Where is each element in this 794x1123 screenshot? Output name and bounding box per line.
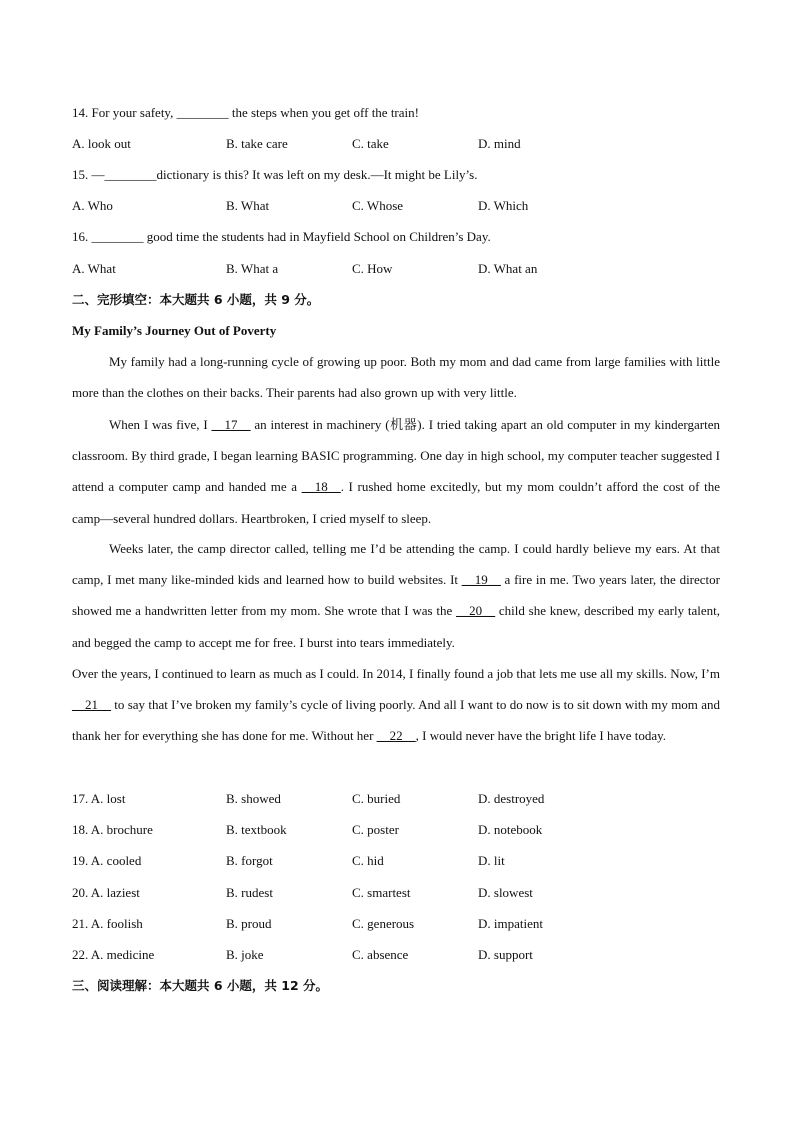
option-d: D. destroyed: [478, 791, 545, 806]
blank-17: __17__: [211, 417, 251, 432]
answer-blank: ________: [104, 167, 157, 182]
paragraph-text: Over the years, I continued to learn as much as I could. In 2014, I finally found a job that lets me use all my skills. Now, I’m: [72, 666, 720, 681]
option-c: C. hid: [352, 853, 384, 868]
option-d: D. support: [478, 947, 533, 962]
paragraph-text: a fire in me. Two years later, the director showed me a handwritten letter from my mom. She wrote that I was the: [72, 572, 720, 619]
option-a: 20. A. laziest: [72, 885, 140, 900]
paragraph-text: Weeks later, the camp director called, telling me I’d be attending the camp. I could hardly believe my ears. At that camp, I met many like-minded kids and learned how to build websites. It: [72, 541, 720, 588]
question-text: 14. For your safety,: [72, 105, 177, 120]
option-a: 21. A. foolish: [72, 916, 143, 931]
option-c: C. Whose: [352, 198, 404, 213]
option-d: D. notebook: [478, 822, 543, 837]
option-d: D. What an: [478, 261, 538, 276]
paragraph-text: an interest in machinery (机器). I tried taking apart an old computer in my kindergarten classroom. By third grade, I began learning BASIC programming. One day in high school, my computer teacher suggested I attend a computer camp and handed me a: [72, 417, 720, 495]
question-20-options: [72, 885, 632, 901]
paragraph-text: to say that I’ve broken my family’s cycle of living poorly. And all I want to do now is to sit down with my mom and thank her for everything she has done for me. Without her: [72, 697, 720, 744]
option-b: B. proud: [226, 916, 272, 931]
option-c: C. smartest: [352, 885, 411, 900]
question-17-options: [72, 791, 632, 807]
option-c: C. generous: [352, 916, 415, 931]
option-a: 22. A. medicine: [72, 947, 155, 962]
blank-22: __22__: [376, 728, 416, 744]
passage-paragraph-3: [72, 533, 720, 658]
answer-blank: ________: [91, 229, 144, 244]
question-14: [72, 105, 419, 120]
option-a: 19. A. cooled: [72, 853, 142, 868]
option-b: B. What: [226, 198, 270, 213]
section-heading-reading: 三、阅读理解：本大题共 6 小题，共 12 分。: [72, 978, 329, 993]
blank-19: __19__: [461, 572, 501, 588]
option-d: D. impatient: [478, 916, 543, 931]
paragraph-text: , I would never have the bright life I have today.: [415, 728, 667, 744]
option-b: B. textbook: [226, 822, 287, 837]
question-15-options: [72, 198, 632, 214]
passage-paragraph-2: [72, 409, 720, 534]
question-text: the steps when you get off the train!: [228, 105, 419, 120]
question-16-options: [72, 261, 632, 277]
option-b: B. rudest: [226, 885, 273, 900]
question-18-options: [72, 822, 632, 838]
question-text: 16.: [72, 229, 92, 244]
paragraph-text: When I was five, I: [109, 417, 212, 432]
option-b: B. What a: [226, 261, 279, 276]
paragraph-text: . I rushed home excitedly, but my mom couldn’t afford the cost of the camp—several hundred dollars. Heartbroken, I cried myself to sleep.: [72, 479, 720, 526]
question-19-options: [72, 853, 632, 869]
blank-20: __20__: [456, 603, 496, 619]
blank-21: __21__: [72, 697, 111, 713]
option-c: C. How: [352, 261, 393, 276]
option-a: 18. A. brochure: [72, 822, 153, 837]
blank-18: __18__: [301, 479, 341, 495]
option-b: B. showed: [226, 791, 281, 806]
passage-title: My Family’s Journey Out of Poverty: [72, 323, 277, 338]
option-d: D. slowest: [478, 885, 533, 900]
question-22-options: [72, 947, 632, 963]
option-d: D. Which: [478, 198, 529, 213]
answer-blank: ________: [176, 105, 229, 120]
passage-paragraph-4: [72, 658, 720, 752]
question-16: [72, 229, 491, 244]
option-b: B. take care: [226, 136, 288, 151]
option-a: 17. A. lost: [72, 791, 126, 806]
question-14-options: [72, 136, 632, 152]
passage-paragraph-1: [72, 346, 720, 408]
option-d: D. mind: [478, 136, 521, 151]
option-c: C. absence: [352, 947, 409, 962]
option-a: A. What: [72, 261, 116, 276]
question-text: dictionary is this? It was left on my desk.—It might be Lily’s.: [156, 167, 478, 182]
question-15: [72, 167, 477, 182]
option-b: B. joke: [226, 947, 264, 962]
option-c: C. buried: [352, 791, 401, 806]
question-21-options: [72, 916, 632, 932]
option-a: A. Who: [72, 198, 113, 213]
option-c: C. poster: [352, 822, 399, 837]
paragraph-text: My family had a long-running cycle of growing up poor. Both my mom and dad came from large families with little more than the clothes on their backs. Their parents had also grown up with very little.: [72, 354, 720, 401]
option-c: C. take: [352, 136, 389, 151]
question-text: good time the students had in Mayfield School on Children’s Day.: [143, 229, 491, 244]
option-b: B. forgot: [226, 853, 273, 868]
option-a: A. look out: [72, 136, 131, 151]
option-d: D. lit: [478, 853, 505, 868]
question-text: 15. —: [72, 167, 105, 182]
section-heading-cloze: 二、完形填空：本大题共 6 小题，共 9 分。: [72, 292, 320, 307]
paragraph-text: child she knew, described my early talent, and begged the camp to accept me for free. I burst into tears immediately.: [72, 603, 721, 650]
